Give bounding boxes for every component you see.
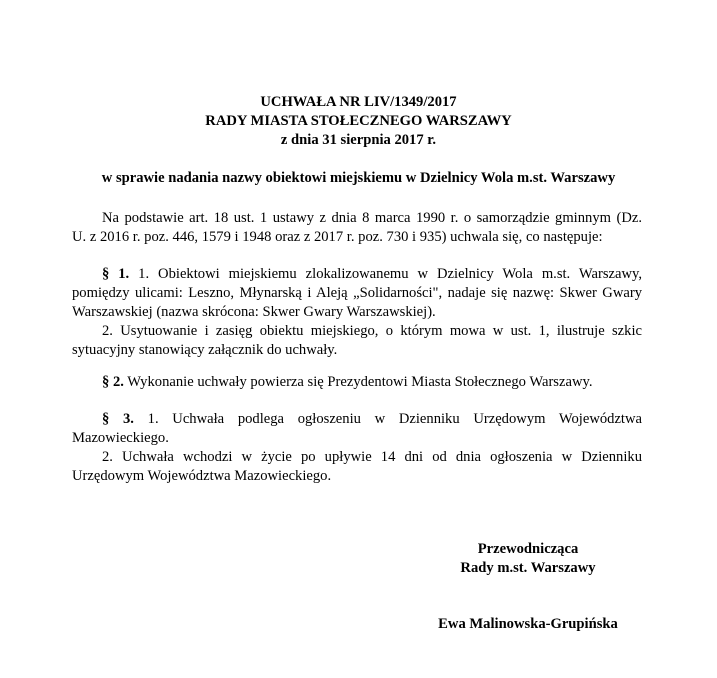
section-1-p2-line-2: sytuacyjny stanowiący załącznik do uchwały. [72,342,338,358]
section-1-p1-line-1: 1. Obiektowi miejskiemu zlokalizowanemu w Dzielnicy Wola m.st. Warszawy, [138,266,643,282]
section-1 [72,265,642,360]
section-2 [72,373,642,392]
resolution-number: UCHWAŁA NR LIV/1349/2017 [260,94,457,110]
section-1-p1-line-2: pomiędzy ulicami: Leszno, Młynarską i Aleją „Solidarności", nadaje się nazwę: Skwer Gwary [72,285,642,301]
signature-name: Ewa Malinowska-Grupińska [438,616,618,632]
section-3-line-1 [72,410,642,429]
section-1-line-1 [72,265,642,284]
section-2-text: Wykonanie uchwały powierza się Prezydentowi Miasta Stołecznego Warszawy. [127,374,593,390]
preamble [72,209,642,247]
section-2-line [72,373,642,392]
signature-title-1: Przewodnicząca [477,541,579,557]
section-1-p2-line-1: 2. Usytuowanie i zasięg obiektu miejskiego, o którym mowa w ust. 1, ilustruje szkic [102,323,642,339]
preamble-line-2: U. z 2016 r. poz. 446, 1579 i 1948 oraz z 2017 r. poz. 730 i 935) uchwala się, co następuje: [72,229,603,245]
section-3-p1-line-2: Mazowieckiego. [72,430,169,446]
section-1-p1-line-3: Warszawskiej (nazwa skrócona: Skwer Gwary Warszawskiej). [72,304,436,320]
signature-title-2: Rady m.st. Warszawy [460,560,596,576]
section-3-mark: § 3. [102,411,134,427]
resolution-date: z dnia 31 sierpnia 2017 r. [280,132,437,148]
section-3-p1-line-1: 1. Uchwała podlega ogłoszeniu w Dzienniku Urzędowym Województwa [147,411,643,427]
preamble-line-1: Na podstawie art. 18 ust. 1 ustawy z dnia 8 marca 1990 r. o samorządzie gminnym (Dz. [102,210,642,226]
section-3-p2-line-1: 2. Uchwała wchodzi w życie po upływie 14 dni od dnia ogłoszenia w Dzienniku [102,449,642,465]
section-3-p2-line-2: Urzędowym Województwa Mazowieckiego. [72,468,332,484]
section-2-mark: § 2. [102,374,124,390]
section-1-mark: § 1. [102,266,130,282]
council-name: RADY MIASTA STOŁECZNEGO WARSZAWY [205,113,512,129]
resolution-subject: w sprawie nadania nazwy obiektowi miejskiemu w Dzielnicy Wola m.st. Warszawy [101,170,616,186]
section-3 [72,410,642,486]
